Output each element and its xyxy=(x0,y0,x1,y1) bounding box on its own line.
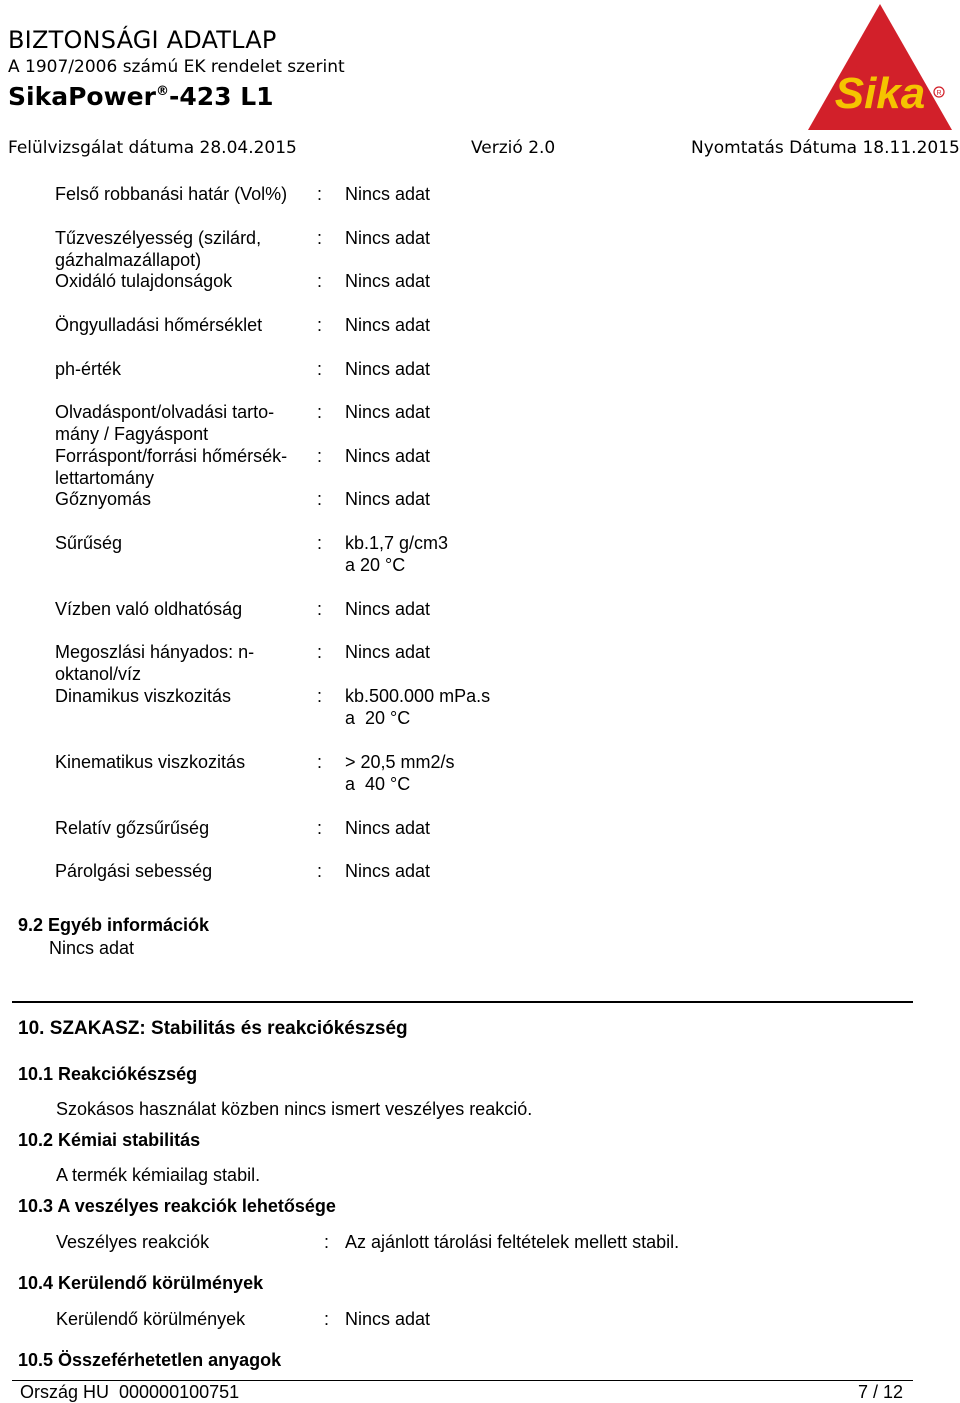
revision-date: Felülvizsgálat dátuma 28.04.2015 xyxy=(8,138,297,158)
version: Verzió 2.0 xyxy=(471,138,556,158)
prop-label-melting-point: Olvadáspont/olvadási tarto- mány / Fagyáspont xyxy=(55,402,275,444)
prop-label-evaporation-rate: Párolgási sebesség xyxy=(55,861,213,881)
section-10-heading: 10. SZAKASZ: Stabilitás és reakciókészség xyxy=(18,1018,408,1039)
prop-label-density: Sűrűség xyxy=(55,533,123,553)
section-divider xyxy=(12,1001,913,1003)
prop-condition-density: a 20 °C xyxy=(345,555,406,575)
section-10-2-text: A termék kémiailag stabil. xyxy=(56,1165,261,1185)
prop-value-dynamic-viscosity: kb.500.000 mPa.s xyxy=(345,686,491,706)
prop-label-dynamic-viscosity: Dinamikus viszkozitás xyxy=(55,686,232,706)
prop-colon: : xyxy=(317,184,323,204)
prop-colon: : xyxy=(317,599,323,619)
prop-colon: : xyxy=(317,402,323,422)
prop-label-autoignition: Öngyulladási hőmérséklet xyxy=(55,315,263,335)
prop-value-boiling-point: Nincs adat xyxy=(345,446,431,466)
prop-colon: : xyxy=(317,642,323,662)
prop-value-partition-coefficient: Nincs adat xyxy=(345,642,431,662)
prop-colon: : xyxy=(317,686,323,706)
prop-value-density: kb.1,7 g/cm3 xyxy=(345,533,449,553)
prop-value-kinematic-viscosity: > 20,5 mm2/s xyxy=(345,752,455,772)
section-9-2-text: Nincs adat xyxy=(49,938,135,958)
prop-colon: : xyxy=(317,861,323,881)
prop-value-relative-vapour-density: Nincs adat xyxy=(345,818,431,838)
prop-colon: : xyxy=(317,446,323,466)
product-brand: SikaPower xyxy=(8,82,156,111)
section-10-4-value: Nincs adat xyxy=(345,1309,431,1329)
prop-value-vapour-pressure: Nincs adat xyxy=(345,489,431,509)
prop-colon: : xyxy=(324,1232,330,1252)
section-10-1-heading: 10.1 Reakciókészség xyxy=(18,1064,198,1084)
regulation-reference: A 1907/2006 számú EK rendelet szerint xyxy=(8,57,345,77)
section-10-4-label: Kerülendő körülmények xyxy=(56,1309,246,1329)
prop-label-oxidizing: Oxidáló tulajdonságok xyxy=(55,271,233,291)
prop-colon: : xyxy=(317,271,323,291)
prop-value-water-solubility: Nincs adat xyxy=(345,599,431,619)
section-10-3-heading: 10.3 A veszélyes reakciók lehetősége xyxy=(18,1196,336,1216)
prop-colon: : xyxy=(317,315,323,335)
sika-logo xyxy=(806,2,954,132)
prop-colon: : xyxy=(317,228,323,248)
prop-label-ph: ph-érték xyxy=(55,359,122,379)
prop-value-ph: Nincs adat xyxy=(345,359,431,379)
prop-value-evaporation-rate: Nincs adat xyxy=(345,861,431,881)
section-9-2-heading: 9.2 Egyéb információk xyxy=(18,915,210,935)
section-10-3-value: Az ajánlott tárolási feltételek mellett stabil. xyxy=(345,1232,680,1252)
prop-value-oxidizing: Nincs adat xyxy=(345,271,431,291)
prop-condition-dynamic-viscosity: a 20 °C xyxy=(345,708,411,728)
prop-label-kinematic-viscosity: Kinematikus viszkozitás xyxy=(55,752,246,772)
section-10-5-heading: 10.5 Összeférhetetlen anyagok xyxy=(18,1350,282,1370)
prop-label-boiling-point: Forráspont/forrási hőmérsék- lettartomány xyxy=(55,446,288,488)
prop-colon: : xyxy=(317,752,323,772)
prop-colon: : xyxy=(317,489,323,509)
prop-label-flammability: Tűzveszélyesség (szilárd, gázhalmazállapot) xyxy=(55,228,262,270)
product-code: -423 L1 xyxy=(168,82,274,111)
registered-mark: ® xyxy=(155,84,169,99)
prop-label-relative-vapour-density: Relatív gőzsűrűség xyxy=(55,818,210,838)
product-name xyxy=(8,82,274,111)
section-10-1-text: Szokásos használat közben nincs ismert veszélyes reakció. xyxy=(56,1099,533,1119)
document-title: BIZTONSÁGI ADATLAP xyxy=(8,26,277,54)
footer-country-code: Ország HU 000000100751 xyxy=(20,1382,240,1402)
section-10-4-heading: 10.4 Kerülendő körülmények xyxy=(18,1273,264,1293)
logo-text: Sika xyxy=(834,69,926,118)
prop-colon: : xyxy=(317,359,323,379)
prop-label-vapour-pressure: Gőznyomás xyxy=(55,489,152,509)
prop-colon: : xyxy=(317,818,323,838)
prop-colon: : xyxy=(324,1309,330,1329)
prop-label-partition-coefficient: Megoszlási hányados: n- oktanol/víz xyxy=(55,642,255,684)
prop-value-upper-explosion-limit: Nincs adat xyxy=(345,184,431,204)
footer-page-number: 7 / 12 xyxy=(858,1382,904,1402)
section-10-2-heading: 10.2 Kémiai stabilitás xyxy=(18,1130,201,1150)
prop-value-melting-point: Nincs adat xyxy=(345,402,431,422)
prop-condition-kinematic-viscosity: a 40 °C xyxy=(345,774,411,794)
svg-text:R: R xyxy=(936,90,942,97)
print-date: Nyomtatás Dátuma 18.11.2015 xyxy=(691,138,960,158)
prop-label-water-solubility: Vízben való oldhatóság xyxy=(55,599,243,619)
prop-value-autoignition: Nincs adat xyxy=(345,315,431,335)
prop-label-upper-explosion-limit: Felső robbanási határ (Vol%) xyxy=(55,184,288,204)
prop-value-flammability: Nincs adat xyxy=(345,228,431,248)
section-10-3-label: Veszélyes reakciók xyxy=(56,1232,210,1252)
prop-colon: : xyxy=(317,533,323,553)
